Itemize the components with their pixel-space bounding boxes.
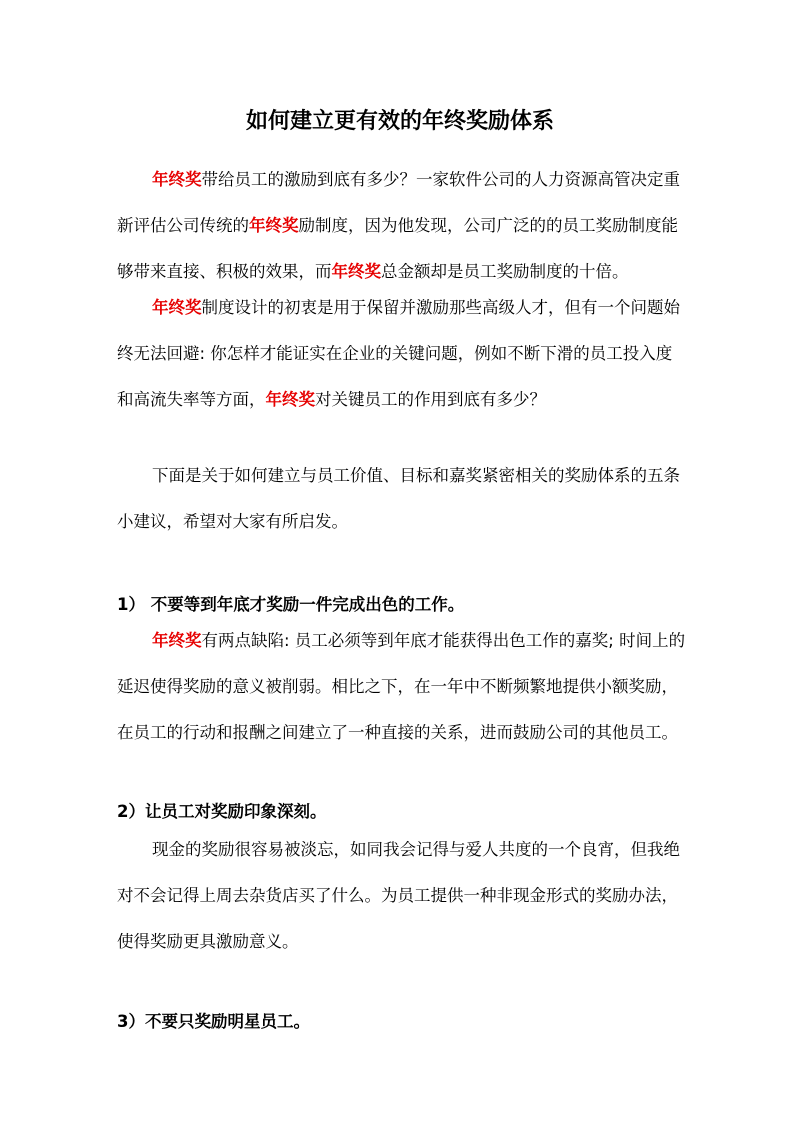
intro-paragraph-2-text: 对关键员工的作用到底有多少？ bbox=[315, 390, 546, 409]
intro-paragraph-3: 下面是关于如何建立与员工价值、目标和嘉奖紧密相关的奖励体系的五条小建议，希望对大家有所启发。 bbox=[117, 466, 680, 531]
intro-paragraph-1-text: 励制度，因为他发现，公司广泛的的员工奖励制度能够带来直接、积极的效果，而 bbox=[117, 216, 678, 281]
keyword-highlight: 年终奖 bbox=[331, 262, 381, 281]
section-1-heading: 1） 不要等到年底才奖励一件完成出色的工作。 bbox=[117, 595, 465, 614]
intro-paragraph-1-text: 带给员工的激励到底有多少？一家软件公司的人力资源高管决定重新评估公司传统的 bbox=[117, 170, 680, 235]
keyword-highlight: 年终奖 bbox=[152, 631, 202, 650]
intro-paragraph-2-text: 制度设计的初衷是用于保留并激励那些高级人才，但有一个问题始终无法回避: 你怎样才能证实在企业的关键问题，例如不断下滑的员工投入度和高流失率等方面， bbox=[117, 298, 680, 409]
section-1-body bbox=[117, 618, 687, 756]
keyword-highlight: 年终奖 bbox=[152, 298, 202, 317]
intro-paragraph-2 bbox=[117, 285, 687, 423]
keyword-highlight: 年终奖 bbox=[152, 170, 202, 189]
keyword-highlight: 年终奖 bbox=[249, 216, 299, 235]
section-2-heading: 2）让员工对奖励印象深刻。 bbox=[117, 802, 327, 821]
section-1-body-text: 有两点缺陷: 员工必须等到年底才能获得出色工作的嘉奖; 时间上的延迟使得奖励的意义被削弱。相比之下，在一年中不断频繁地提供小额奖励，在员工的行动和报酬之间建立了一种直接的关系，进而鼓励公司的其他员工。 bbox=[117, 631, 686, 742]
intro-paragraph-1-text: 总金额却是员工奖励制度的十倍。 bbox=[381, 262, 629, 281]
intro-paragraph-1 bbox=[117, 157, 687, 295]
page-title: 如何建立更有效的年终奖励体系 bbox=[245, 109, 554, 134]
section-3-heading: 3）不要只奖励明星员工。 bbox=[117, 1012, 310, 1031]
keyword-highlight: 年终奖 bbox=[265, 390, 315, 409]
section-2-body: 现金的奖励很容易被淡忘，如同我会记得与爱人共度的一个良宵，但我绝对不会记得上周去杂货店买了什么。为员工提供一种非现金形式的奖励办法，使得奖励更具激励意义。 bbox=[117, 840, 680, 951]
